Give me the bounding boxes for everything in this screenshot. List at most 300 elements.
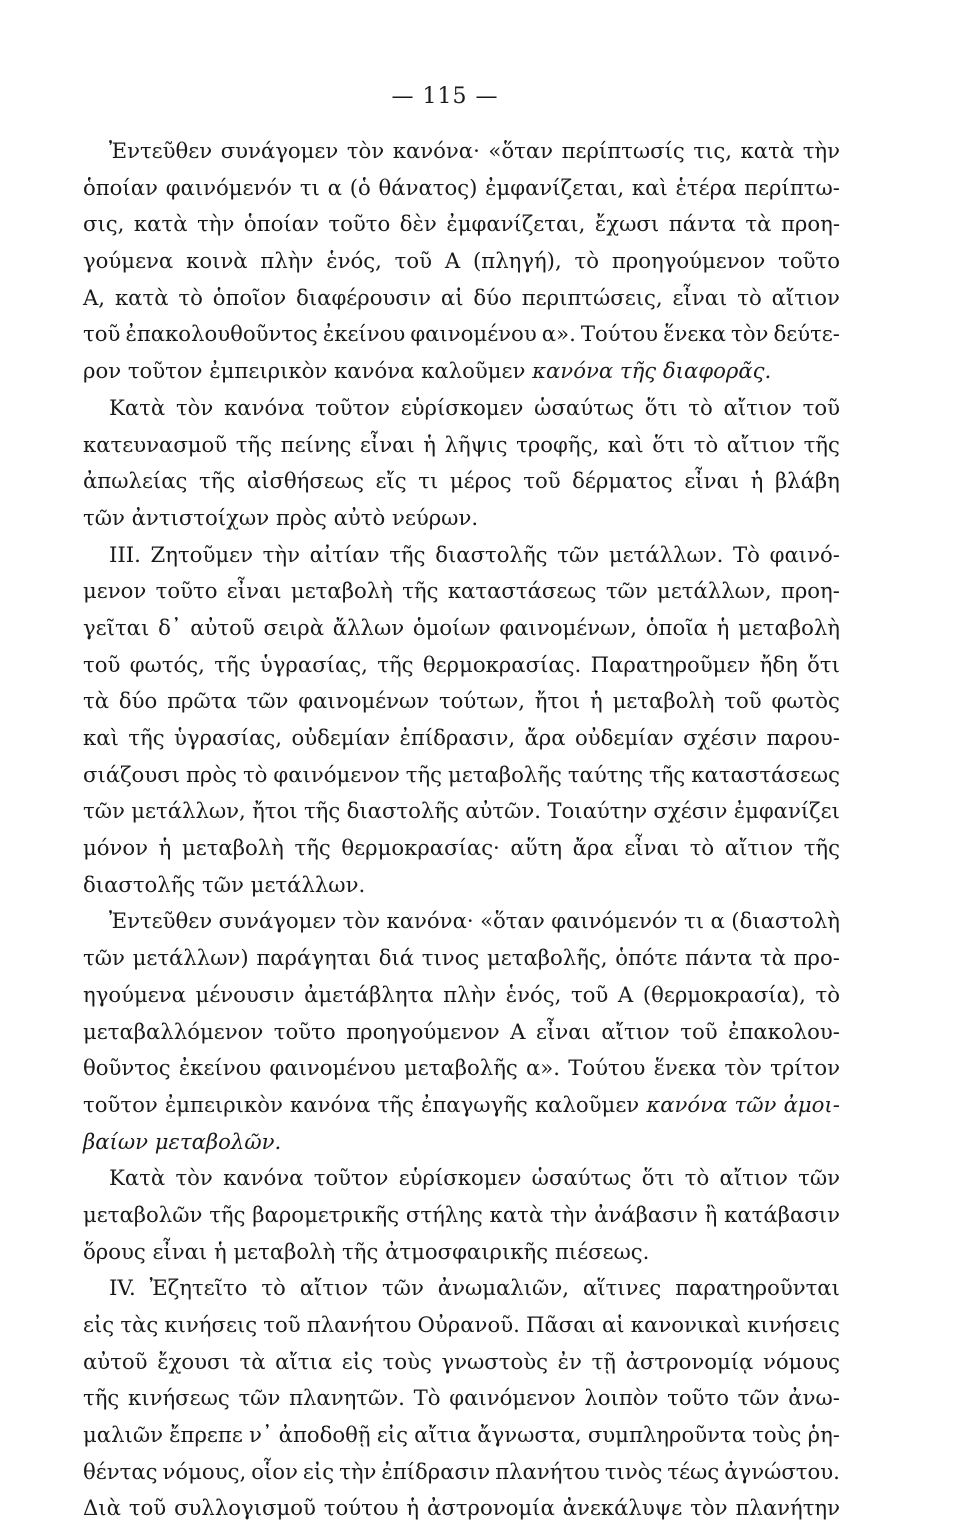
word: αἴτιον: [719, 1165, 788, 1191]
word: (διαστολὴ: [731, 908, 840, 934]
word: τοῦ: [263, 1312, 301, 1337]
word: Παρατηροῦμεν: [590, 651, 751, 677]
word: τοῦτο: [273, 1018, 336, 1044]
text-line: [83, 316, 840, 353]
text-line: [83, 206, 840, 243]
word: φαινομένων: [298, 688, 430, 714]
word: καὶ: [83, 725, 119, 750]
word: ν᾽: [249, 1422, 273, 1448]
text-line: [83, 1197, 840, 1234]
text-line: [83, 463, 840, 500]
word: μεταβολὴ: [290, 578, 393, 604]
word: Κατὰ: [109, 394, 166, 420]
word: ἐμπειρικὸν: [164, 1091, 283, 1117]
word: ἀτμοσφαιρικῆς: [385, 1238, 555, 1264]
word: τὴν: [197, 211, 235, 237]
italic-word: μεταβολῶν.: [154, 1128, 282, 1154]
word: ὁποίαν: [243, 211, 319, 237]
word: πιέσεως.: [554, 1238, 650, 1264]
word: αἱ: [602, 1312, 625, 1337]
word: θοῦντος: [83, 1055, 171, 1081]
word: καταστάσεως: [447, 578, 597, 604]
word: Α: [510, 1018, 526, 1044]
word: καταστάσεως: [691, 761, 840, 787]
text-line: [83, 940, 840, 977]
word: τὴν: [550, 1201, 588, 1227]
word: κανονικαὶ: [630, 1312, 742, 1337]
word: σχέσιν: [653, 798, 728, 824]
word: τῆς: [294, 835, 331, 861]
word: κατάβασιν: [724, 1201, 840, 1227]
word: θέντας: [83, 1458, 158, 1484]
word: κατὰ: [114, 284, 169, 310]
word: Τὸ: [733, 541, 760, 567]
word: αἴτιον: [726, 431, 795, 457]
word: μετάλλων.: [608, 541, 724, 567]
word: «ὅταν: [480, 908, 545, 934]
word: τι: [684, 908, 705, 934]
word: διά: [378, 945, 415, 971]
word: τὸ: [815, 981, 840, 1007]
word: μεταβολὴ: [233, 1238, 343, 1264]
word: Οὐρανοῦ.: [417, 1312, 520, 1337]
word: ἄρα: [524, 725, 566, 750]
body-text: [83, 133, 840, 1527]
word: τινος: [421, 945, 480, 971]
word: (πληγή),: [473, 248, 562, 274]
word: τῶν: [798, 1165, 840, 1191]
word: ἀνάβασιν: [594, 1201, 698, 1227]
word: γνωστοὺς: [441, 1348, 548, 1374]
word: ἔχωσι: [594, 211, 660, 237]
text-line: [83, 1087, 840, 1124]
word: λοιπὸν: [584, 1385, 659, 1411]
word: εἰς: [341, 1348, 373, 1374]
word: τὸ: [242, 761, 268, 787]
word: α: [327, 174, 342, 200]
text-line: [83, 1160, 840, 1197]
text-line: [83, 647, 840, 684]
word: νόμους,: [162, 1458, 247, 1484]
word: εὑρίσκομεν: [400, 394, 524, 420]
word: προη-: [780, 578, 840, 604]
text-line: [83, 610, 840, 647]
page-number: — 115 —: [391, 84, 499, 109]
word: Τούτου: [568, 1055, 646, 1081]
text-line: [83, 133, 840, 170]
word: τῆς: [649, 761, 686, 787]
word: τούτου: [323, 1495, 399, 1521]
word: ἐκείνου: [178, 1055, 262, 1081]
word: τῇ: [591, 1348, 616, 1374]
word: βλάβη: [774, 468, 840, 494]
word: ἄρα: [572, 835, 614, 861]
italic-word: βαίων: [83, 1128, 155, 1154]
word: τῆς: [377, 1091, 414, 1117]
word: τῶν: [83, 945, 125, 971]
word: μεταβαλλόμενον: [83, 1018, 264, 1044]
word: τῆς: [209, 1201, 246, 1227]
word: φαινομένου: [269, 1055, 396, 1081]
word: τοὺς: [382, 1348, 432, 1374]
word: τοῦτον: [127, 358, 210, 384]
text-line: [83, 720, 840, 757]
word: αἴτιον: [771, 284, 840, 310]
word: αἴτιον: [601, 1018, 670, 1044]
word: Διὰ: [83, 1495, 121, 1521]
word: τὴν: [802, 138, 840, 163]
word: α: [710, 908, 725, 934]
word: ρον: [83, 358, 128, 384]
word: τὴν: [339, 1458, 377, 1484]
word: τοῦ: [523, 468, 561, 494]
text-line: [83, 243, 840, 280]
word: α».: [541, 321, 576, 347]
word: μετάλλων,: [657, 578, 772, 604]
word: ὡσαύτως: [534, 394, 634, 420]
word: Πᾶσαι: [525, 1312, 596, 1337]
word: εἶναι: [152, 1238, 214, 1264]
word: οὐδεμίαν: [291, 725, 391, 750]
word: Τὸ: [413, 1385, 441, 1411]
word: εἴς: [375, 468, 407, 494]
word: παρατηροῦνται: [675, 1275, 840, 1301]
word: γεῖται: [83, 614, 150, 640]
word: ἔπρεπε: [169, 1422, 243, 1448]
italic-word: κανόνα: [646, 1091, 728, 1117]
word: ὅτι: [644, 394, 678, 420]
word: ἑνός,: [505, 981, 562, 1007]
word: πλανήτην: [735, 1495, 840, 1521]
word: τῶν: [557, 541, 600, 567]
word: τῶν: [737, 1385, 780, 1411]
word: ὁποίαν: [83, 174, 158, 200]
word: τοῦ: [724, 688, 762, 714]
word: φαινό-: [769, 541, 840, 567]
word: ἡ: [750, 468, 764, 494]
word: ἡ: [406, 1495, 420, 1521]
word: τοῦτον: [315, 394, 390, 420]
word: ἢ: [704, 1201, 718, 1227]
word: πρὸς: [185, 761, 237, 787]
word: τὸν: [342, 908, 381, 934]
word: φαινόμενον: [273, 761, 400, 787]
text-line: [83, 1014, 840, 1051]
word: τὸν: [690, 1495, 728, 1521]
word: ἀποδοθῇ: [278, 1422, 371, 1448]
word: τοῦτο: [155, 578, 218, 604]
word: παρου-: [766, 725, 840, 750]
text-line: [83, 390, 840, 427]
word: τὰ: [83, 688, 110, 714]
word: μεταβολῆς: [448, 761, 562, 787]
word: σχέσιν: [683, 725, 758, 750]
word: ἤτοι: [252, 798, 298, 824]
word: τῶν: [83, 504, 132, 530]
word: τοὺς: [752, 1422, 802, 1448]
text-line: [83, 1307, 840, 1344]
word: ἀνω-: [788, 1385, 840, 1411]
word: τοῦτον: [313, 1165, 389, 1191]
text-line: [83, 977, 840, 1014]
word: τις,: [693, 138, 732, 163]
word: IV.: [109, 1275, 136, 1301]
word: σις,: [83, 211, 125, 237]
word: γούμενα: [83, 248, 174, 274]
word: (ὁ: [349, 174, 371, 200]
word: μεταβολῆς: [404, 1055, 518, 1081]
word: τῶν: [381, 1275, 424, 1301]
word: διαφέρουσιν: [296, 284, 432, 310]
word: φαινομένων,: [499, 614, 637, 640]
word: τῆς: [198, 468, 236, 494]
word: τὸν: [175, 394, 214, 420]
word: μεταβολὴ: [612, 688, 715, 714]
text-line: [83, 793, 840, 830]
word: τοῦ: [128, 1495, 167, 1521]
word: αἱ: [440, 284, 464, 310]
word: κατὰ: [740, 138, 795, 163]
word: εἶναι: [624, 835, 680, 861]
text-line: [83, 1417, 840, 1454]
word: τῆς: [405, 761, 443, 787]
text-line: [83, 1380, 840, 1417]
word: τῶν: [605, 578, 648, 604]
word: α».: [526, 1055, 561, 1081]
word: κανόνα: [224, 394, 305, 420]
word: ἕνεκα: [653, 1055, 717, 1081]
word: τὰ: [759, 945, 786, 971]
word: εἰς: [83, 1312, 115, 1337]
word: τροφῆς,: [516, 431, 600, 457]
word: κοινὰ: [186, 248, 248, 274]
word: εἶναι: [226, 578, 282, 604]
word: τὸ: [261, 1275, 286, 1301]
word: ἔχουσι: [157, 1348, 230, 1374]
word: αἴτιον: [299, 1275, 369, 1301]
word: νόμους: [763, 1348, 840, 1374]
word: αἰσθήσεως: [246, 468, 364, 494]
word: συμπληροῦντα: [587, 1422, 747, 1448]
text-line: [83, 170, 840, 207]
word: φαινόμενόν: [551, 908, 678, 934]
word: Ζητοῦμεν: [150, 541, 253, 567]
text-line: [83, 1234, 840, 1271]
word: περίπτω-: [744, 174, 840, 200]
word: τῆς: [342, 1238, 386, 1264]
word: τῆς: [235, 431, 273, 457]
text-line: [83, 500, 840, 537]
word: τοῦ: [83, 651, 121, 677]
word: τὸ: [178, 284, 203, 310]
word: Κατὰ: [109, 1165, 166, 1191]
word: αἴτιον: [724, 835, 794, 861]
word: αἴτια: [414, 1422, 472, 1448]
word: τῆς: [803, 431, 840, 457]
word: ἑτέρα: [675, 174, 737, 200]
word: εἶναι: [536, 1018, 591, 1044]
word: τὸν: [731, 321, 769, 347]
word: στήλης: [405, 1201, 483, 1227]
word: ὁπότε: [615, 945, 678, 971]
word: τὸ: [574, 248, 600, 274]
word: ἀπωλείας: [83, 468, 188, 494]
word: ἡ: [158, 835, 172, 861]
word: πλανήτου: [306, 1312, 412, 1337]
word: ἐπίδρασιν,: [399, 725, 516, 750]
word: ὅτι: [807, 651, 840, 677]
word: ἐμφανίζει: [733, 798, 840, 824]
word: τῆς: [389, 541, 426, 567]
word: πλανητῶν.: [289, 1385, 405, 1411]
word: τὸν: [724, 1055, 762, 1081]
word: δύο: [473, 284, 512, 310]
word: ὡσαύτως: [531, 1165, 632, 1191]
word: κινήσεις: [164, 1312, 258, 1337]
text-line: [83, 280, 840, 317]
word: εἶναι: [672, 284, 728, 310]
word: κανόνα·: [386, 908, 474, 934]
word: πάντα: [668, 211, 736, 237]
word: ὅτι: [641, 1165, 675, 1191]
word: ἀγνώστου.: [724, 1458, 840, 1484]
italic-word: τῆς: [619, 358, 663, 384]
word: ἤδη: [759, 651, 798, 677]
word: πείνης: [280, 431, 352, 457]
word: τι: [418, 468, 439, 494]
word: ἐπαγωγῆς: [421, 1091, 528, 1117]
word: νεύρων.: [391, 504, 479, 530]
word: τοῦτο: [328, 211, 391, 237]
word: λῆψις: [444, 431, 508, 457]
word: καλοῦμεν: [534, 1091, 640, 1117]
word: ἐπακολουθοῦντος: [125, 321, 318, 347]
word: σειρὰ: [263, 614, 325, 640]
word: τῆς: [128, 725, 165, 750]
word: αὐτῶν.: [465, 798, 542, 824]
word: κανόνα: [290, 1091, 371, 1117]
word: εἶναι: [359, 431, 415, 457]
word: παράγηται: [256, 945, 372, 971]
word: τὸ: [684, 1165, 710, 1191]
word: πρῶτα: [167, 688, 237, 714]
word: φωτός,: [129, 651, 205, 677]
word: δ᾽: [158, 614, 182, 640]
word: κανόνα·: [392, 138, 480, 163]
word: πλὴν: [260, 248, 314, 274]
word: διαστολῆς: [346, 798, 459, 824]
word: ἡ: [213, 1238, 234, 1264]
word: τὸ: [737, 284, 762, 310]
word: διαστολῆς: [435, 541, 548, 567]
word: διαστολῆς: [83, 871, 203, 897]
word: τοῦτο: [667, 1385, 729, 1411]
italic-word: τῶν: [734, 1091, 777, 1117]
word: ἡ: [590, 688, 603, 714]
word: τοῦτον: [83, 1091, 158, 1117]
word: Α,: [83, 284, 106, 310]
word: ἀντιστοίχων: [131, 504, 276, 530]
word: περιπτώσεις,: [521, 284, 663, 310]
word: ἐμφανίζεται,: [485, 174, 625, 200]
word: ἀμετάβλητα: [304, 981, 434, 1007]
word: μεταβολὴ: [181, 835, 284, 861]
word: Ἐντεῦθεν: [109, 908, 213, 934]
word: τοῦ: [680, 1018, 718, 1044]
word: περίπτωσίς: [561, 138, 685, 163]
word: ὁποῖα: [645, 614, 708, 640]
word: αἴτια: [275, 1348, 333, 1374]
word: κανόνα: [223, 1165, 304, 1191]
word: κινήσεως: [128, 1385, 230, 1411]
word: τῶν: [238, 1385, 281, 1411]
word: ΙΙΙ.: [109, 541, 141, 567]
word: οὐδεμίαν: [575, 725, 674, 750]
word: πάντα: [685, 945, 753, 971]
word: εὑρίσκομεν: [398, 1165, 522, 1191]
word: μεταβολῆς,: [487, 945, 608, 971]
word: οἷον: [251, 1458, 298, 1484]
word: τῶν: [202, 871, 251, 897]
word: τῆς: [303, 798, 341, 824]
word: μετάλλων): [132, 945, 249, 971]
word: μετάλλων.: [250, 871, 366, 897]
word: φαινομένου: [410, 321, 537, 347]
word: ἀστρονομία: [427, 1495, 555, 1521]
word: τῆς: [214, 651, 251, 677]
word: προη-: [781, 211, 840, 237]
word: κατὰ: [489, 1201, 544, 1227]
word: θερμοκρασίας.: [422, 651, 582, 677]
word: συλλογισμοῦ: [174, 1495, 316, 1521]
text-line: [83, 683, 840, 720]
word: πρὸς: [275, 504, 334, 530]
word: τῆς: [803, 835, 840, 861]
text-line: [83, 1124, 840, 1161]
word: ὁμοίων: [412, 614, 491, 640]
word: τέως: [667, 1458, 720, 1484]
word: ἀνεκάλυψε: [562, 1495, 683, 1521]
word: τὸν: [346, 138, 385, 163]
text-line: [83, 537, 840, 574]
word: τοῦ: [802, 394, 840, 420]
word: Α: [617, 981, 634, 1007]
word: μεταβολῶν: [83, 1201, 203, 1227]
word: αἴτιον: [723, 394, 792, 420]
word: ὁποῖον: [212, 284, 287, 310]
word: Ἐζητεῖτο: [149, 1275, 248, 1301]
italic-word: διαφορᾶς.: [662, 358, 772, 384]
word: αἵτινες: [582, 1275, 662, 1301]
word: βαρομετρικῆς: [252, 1201, 400, 1227]
word: εἶναι: [684, 468, 740, 494]
word: ἐκείνου: [322, 321, 406, 347]
word: φαινόμενον: [449, 1385, 576, 1411]
word: ἀνωμαλιῶν,: [437, 1275, 569, 1301]
word: τι: [299, 174, 320, 200]
word: αὐτοῦ: [190, 614, 255, 640]
word: ηγούμενα: [83, 981, 186, 1007]
word: αἰτίαν: [309, 541, 380, 567]
word: εἰς: [376, 1422, 408, 1448]
word: δὲν: [399, 211, 437, 237]
text-line: [83, 1490, 840, 1527]
word: αὐτὸ: [333, 504, 392, 530]
word: πλὴν: [443, 981, 497, 1007]
text-line: [83, 1050, 840, 1087]
word: τοῦ: [83, 321, 121, 347]
word: εἰς: [302, 1458, 335, 1484]
